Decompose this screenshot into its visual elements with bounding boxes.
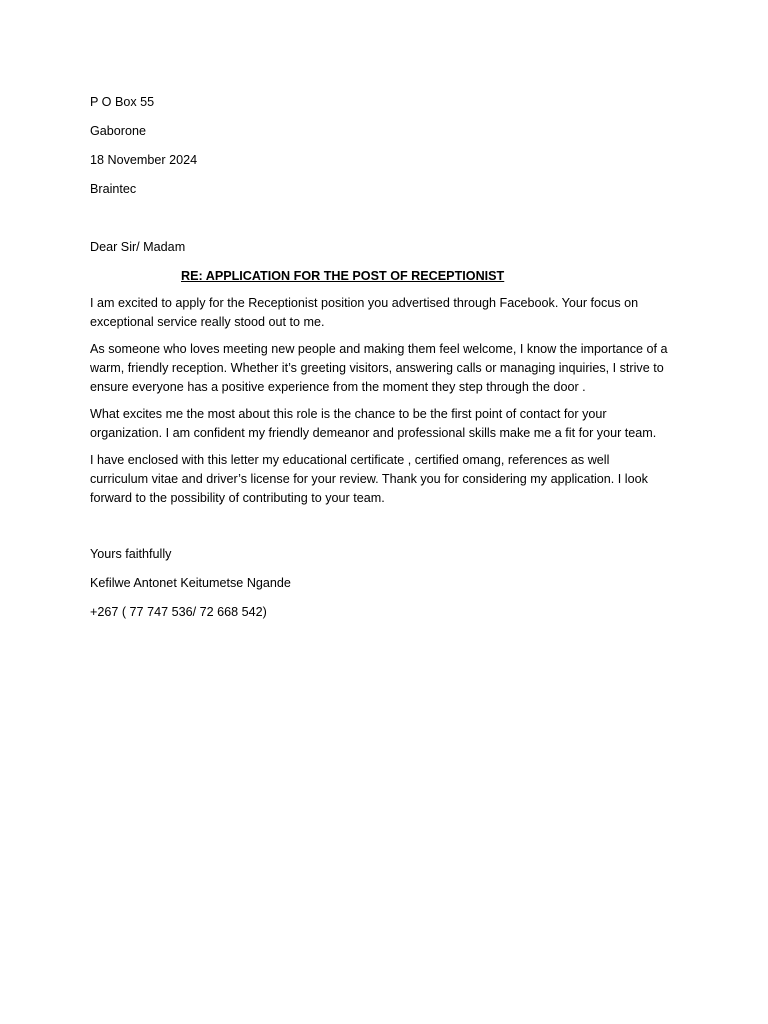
sender-phone: +267 ( 77 747 536/ 72 668 542) [90, 605, 267, 619]
closing-signoff: Yours faithfully [90, 547, 172, 561]
paragraph-line: exceptional service really stood out to me. [90, 315, 325, 329]
subject-line: RE: APPLICATION FOR THE POST OF RECEPTIONIST [181, 269, 505, 283]
paragraph-line: curriculum vitae and driver’s license for your review. Thank you for considering my application. I look [90, 472, 648, 486]
paragraph-3 [90, 405, 690, 443]
spacer [90, 516, 690, 545]
paragraph-line: I am excited to apply for the Receptionist position you advertised through Facebook. Your focus on [90, 296, 639, 310]
paragraph-line: What excites me the most about this role is the chance to be the first point of contact for your [90, 407, 607, 421]
paragraph-line: I have enclosed with this letter my educational certificate , certified omang, references as well [90, 453, 610, 467]
paragraph-line: forward to the possibility of contributing to your team. [90, 491, 385, 505]
paragraph-2 [90, 340, 690, 397]
paragraph-line: As someone who loves meeting new people and making them feel welcome, I know the importance of a [90, 342, 668, 356]
spacer [90, 209, 690, 238]
paragraph-4 [90, 451, 690, 508]
letter-date: 18 November 2024 [90, 153, 198, 167]
sender-name: Kefilwe Antonet Keitumetse Ngande [90, 576, 291, 590]
paragraph-line: warm, friendly reception. Whether it’s greeting visitors, answering calls or managing inquiries, I strive to [90, 361, 664, 375]
letter-body [90, 93, 690, 632]
salutation: Dear Sir/ Madam [90, 240, 186, 254]
paragraph-1 [90, 294, 690, 332]
address-po-box: P O Box 55 [90, 95, 155, 109]
paragraph-line: organization. I am confident my friendly demeanor and professional skills make me a fit for your team. [90, 426, 657, 440]
address-city: Gaborone [90, 124, 147, 138]
paragraph-line: ensure everyone has a positive experience from the moment they step through the door . [90, 380, 586, 394]
recipient-name: Braintec [90, 182, 137, 196]
